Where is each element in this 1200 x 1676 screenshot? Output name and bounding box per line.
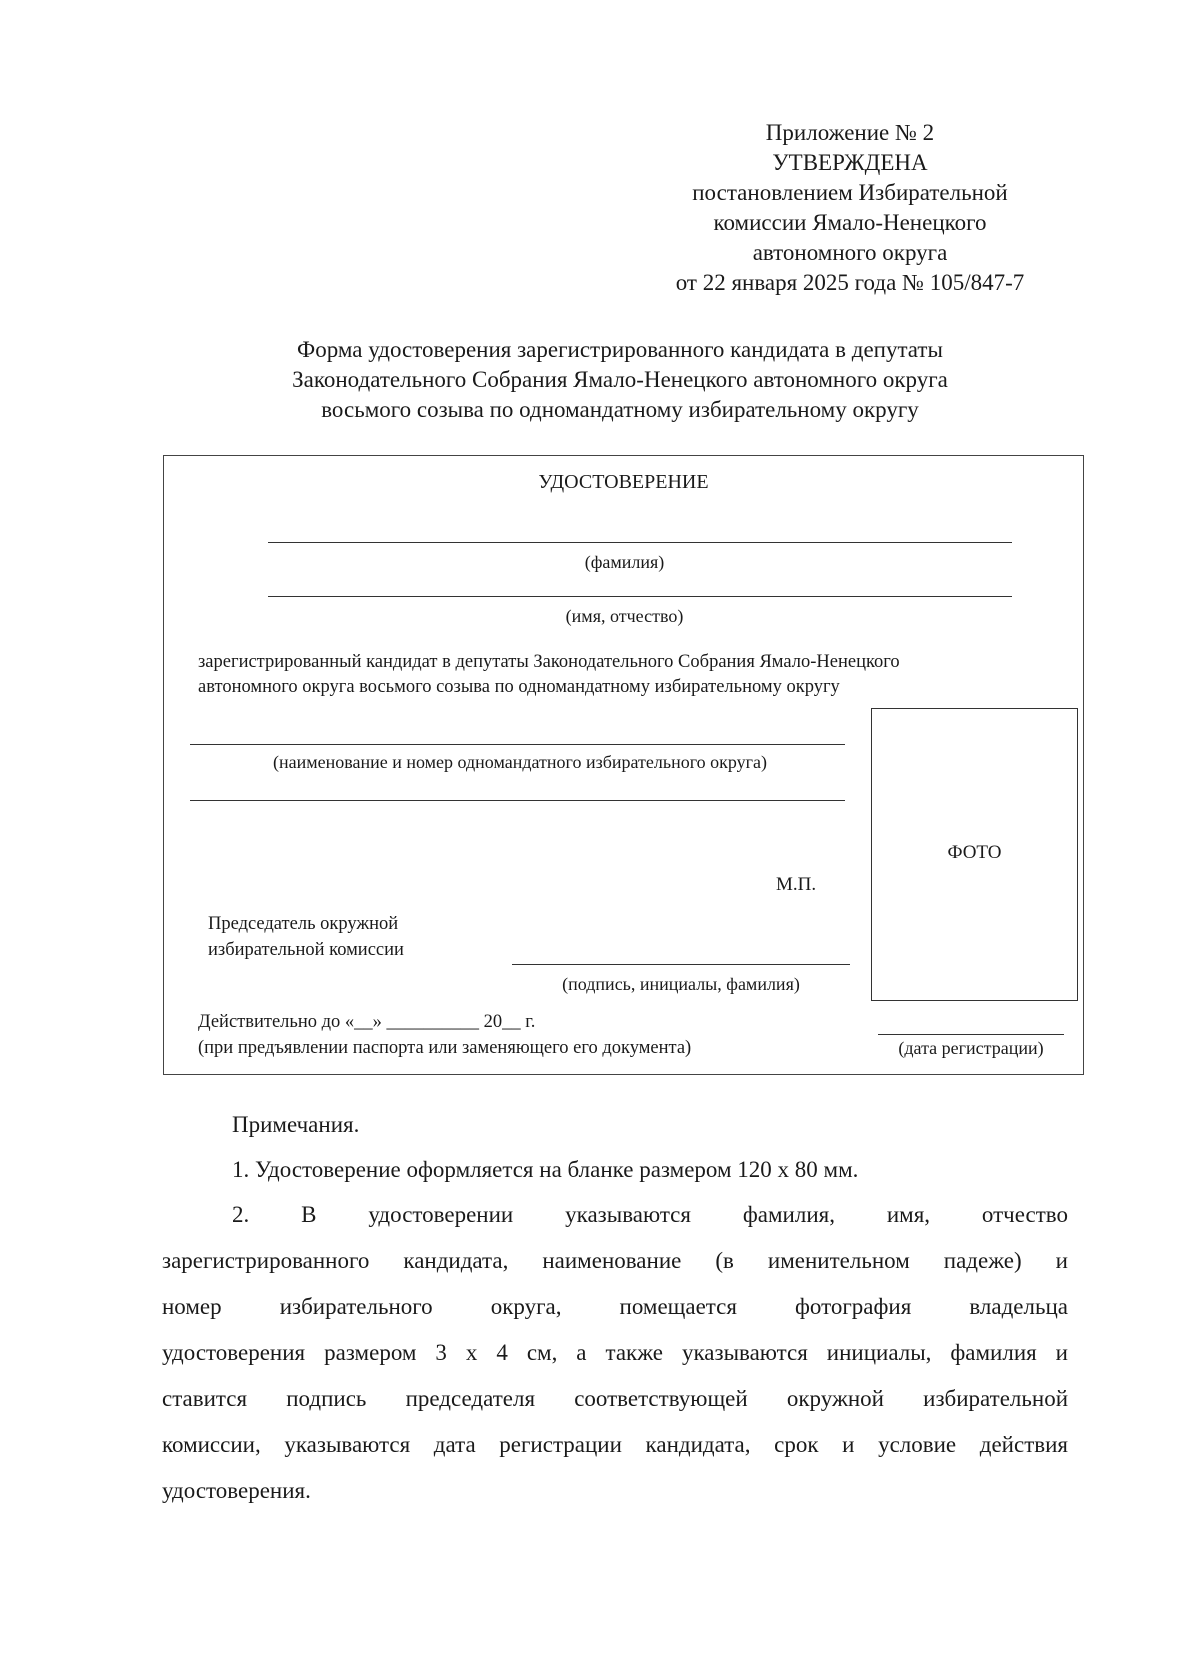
candidate-text-line: зарегистрированный кандидат в депутаты Законодательного Собрания Ямало-Ненецкого	[198, 652, 900, 672]
note-item-2-line: 2. В удостоверении указываются фамилия, имя, отчество	[232, 1202, 1068, 1227]
registration-date-caption: (дата регистрации)	[898, 1038, 1044, 1058]
note-item-2-line: номер избирательного округа, помещается фотография владельца	[162, 1294, 1068, 1319]
form-title-line: Форма удостоверения зарегистрированного кандидата в депутаты	[297, 337, 943, 362]
note-item-2-line: удостоверения размером 3 х 4 см, а также указываются инициалы, фамилия и	[162, 1340, 1068, 1365]
approval-line: комиссии Ямало-Ненецкого	[713, 210, 987, 235]
note-item-2-line: ставится подпись председателя соответствующей окружной избирательной	[162, 1386, 1068, 1411]
registration-date-line	[878, 1034, 1064, 1035]
note-item-2-line: удостоверения.	[162, 1478, 311, 1503]
photo-label: ФОТО	[947, 842, 1002, 863]
stamp-place: М.П.	[776, 874, 817, 895]
valid-condition: (при предъявлении паспорта или заменяющего его документа)	[198, 1038, 692, 1058]
appendix-number: Приложение № 2	[765, 120, 935, 145]
form-title	[160, 335, 1080, 425]
surname-line	[268, 542, 1012, 543]
notes-heading: Примечания.	[232, 1112, 360, 1137]
approval-block	[600, 118, 1100, 298]
signature-line	[512, 964, 850, 965]
candidate-text-line: автономного округа восьмого созыва по одномандатному избирательному округу	[198, 677, 840, 697]
district-line	[190, 744, 845, 745]
name-line	[268, 596, 1012, 597]
form-title-line: Законодательного Собрания Ямало-Ненецкого автономного округа	[292, 367, 948, 392]
chairman-label: избирательной комиссии	[208, 940, 404, 960]
certificate-card	[163, 455, 1084, 1075]
form-title-line: восьмого созыва по одномандатному избирательному округу	[321, 397, 919, 422]
approval-date-number: от 22 января 2025 года № 105/847-7	[675, 270, 1025, 295]
note-item-1: 1. Удостоверение оформляется на бланке размером 120 х 80 мм.	[232, 1157, 859, 1182]
photo-placeholder	[871, 708, 1078, 1001]
approval-line: автономного округа	[752, 240, 948, 265]
approval-line: постановлением Избирательной	[692, 180, 1008, 205]
note-item-2-line: комиссии, указываются дата регистрации кандидата, срок и условие действия	[162, 1432, 1068, 1457]
chairman-label: Председатель окружной	[208, 914, 399, 934]
note-item-2-line: зарегистрированного кандидата, наименование (в именительном падеже) и	[162, 1248, 1068, 1273]
signature-caption: (подпись, инициалы, фамилия)	[562, 974, 800, 994]
name-caption: (имя, отчество)	[565, 606, 684, 626]
district-caption: (наименование и номер одномандатного избирательного округа)	[272, 752, 768, 772]
surname-caption: (фамилия)	[584, 552, 665, 572]
approved-label: УТВЕРЖДЕНА	[772, 150, 928, 175]
district-line-2	[190, 800, 845, 801]
certificate-heading: УДОСТОВЕРЕНИЕ	[538, 471, 709, 493]
valid-until: Действительно до «__» __________ 20__ г.	[198, 1012, 536, 1032]
